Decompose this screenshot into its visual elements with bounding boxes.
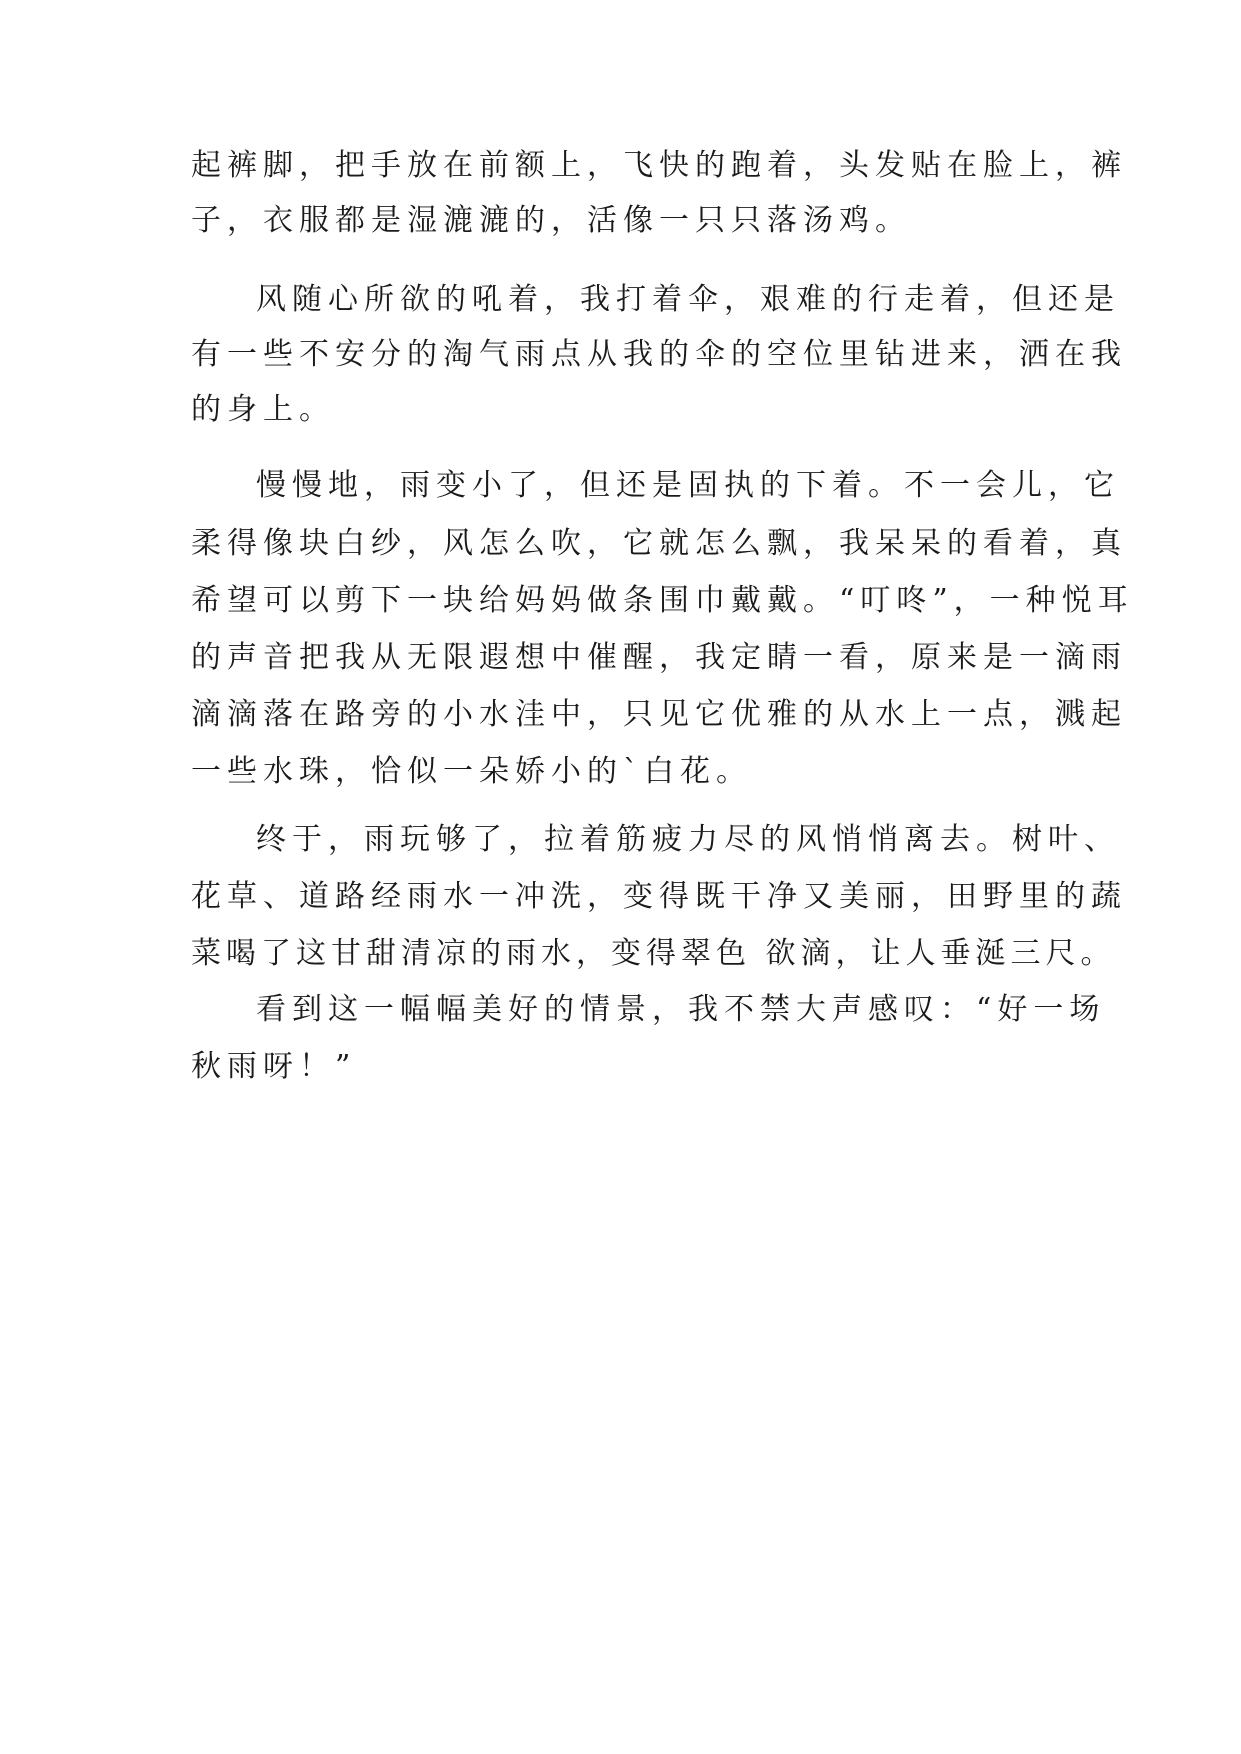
paragraph-4-line-1: 终于，雨玩够了，拉着筋疲力尽的风悄悄离去。树叶、 xyxy=(256,822,1120,857)
paragraph-4-line-2: 花草、道路经雨水一冲洗，变得既干净又美丽，田野里的蔬 xyxy=(191,879,1127,914)
paragraph-5-line-1: 看到这一幅幅美好的情景，我不禁大声感叹：“好一场 xyxy=(256,992,1106,1027)
paragraph-2-line-3: 的身上。 xyxy=(191,392,335,427)
paragraph-5-line-2: 秋雨呀！” xyxy=(191,1049,357,1084)
paragraph-3-line-5: 滴滴落在路旁的小水洼中，只见它优雅的从水上一点，溅起 xyxy=(191,697,1127,732)
paragraph-2-line-1: 风随心所欲的吼着，我打着伞，艰难的行走着，但还是 xyxy=(256,282,1120,317)
paragraph-3-line-6: 一些水珠，恰似一朵娇小的`白花。 xyxy=(191,754,752,789)
paragraph-3-line-2: 柔得像块白纱，风怎么吹，它就怎么飘，我呆呆的看着，真 xyxy=(191,526,1127,561)
paragraph-2-line-2: 有一些不安分的淘气雨点从我的伞的空位里钻进来，洒在我 xyxy=(191,337,1127,372)
text-line-1: 起裤脚，把手放在前额上，飞快的跑着，头发贴在脸上，裤 xyxy=(191,148,1127,183)
paragraph-3-line-4: 的声音把我从无限遐想中催醒，我定睛一看，原来是一滴雨 xyxy=(191,640,1127,675)
paragraph-3-line-3: 希望可以剪下一块给妈妈做条围巾戴戴。“叮咚”，一种悦耳 xyxy=(191,583,1134,618)
text-line-2: 子，衣服都是湿漉漉的，活像一只只落汤鸡。 xyxy=(191,203,911,238)
paragraph-4-line-3: 菜喝了这甘甜清凉的雨水，变得翠色 欲滴，让人垂涎三尺。 xyxy=(191,936,1116,971)
paragraph-3-line-1: 慢慢地，雨变小了，但还是固执的下着。不一会儿，它 xyxy=(256,468,1120,503)
